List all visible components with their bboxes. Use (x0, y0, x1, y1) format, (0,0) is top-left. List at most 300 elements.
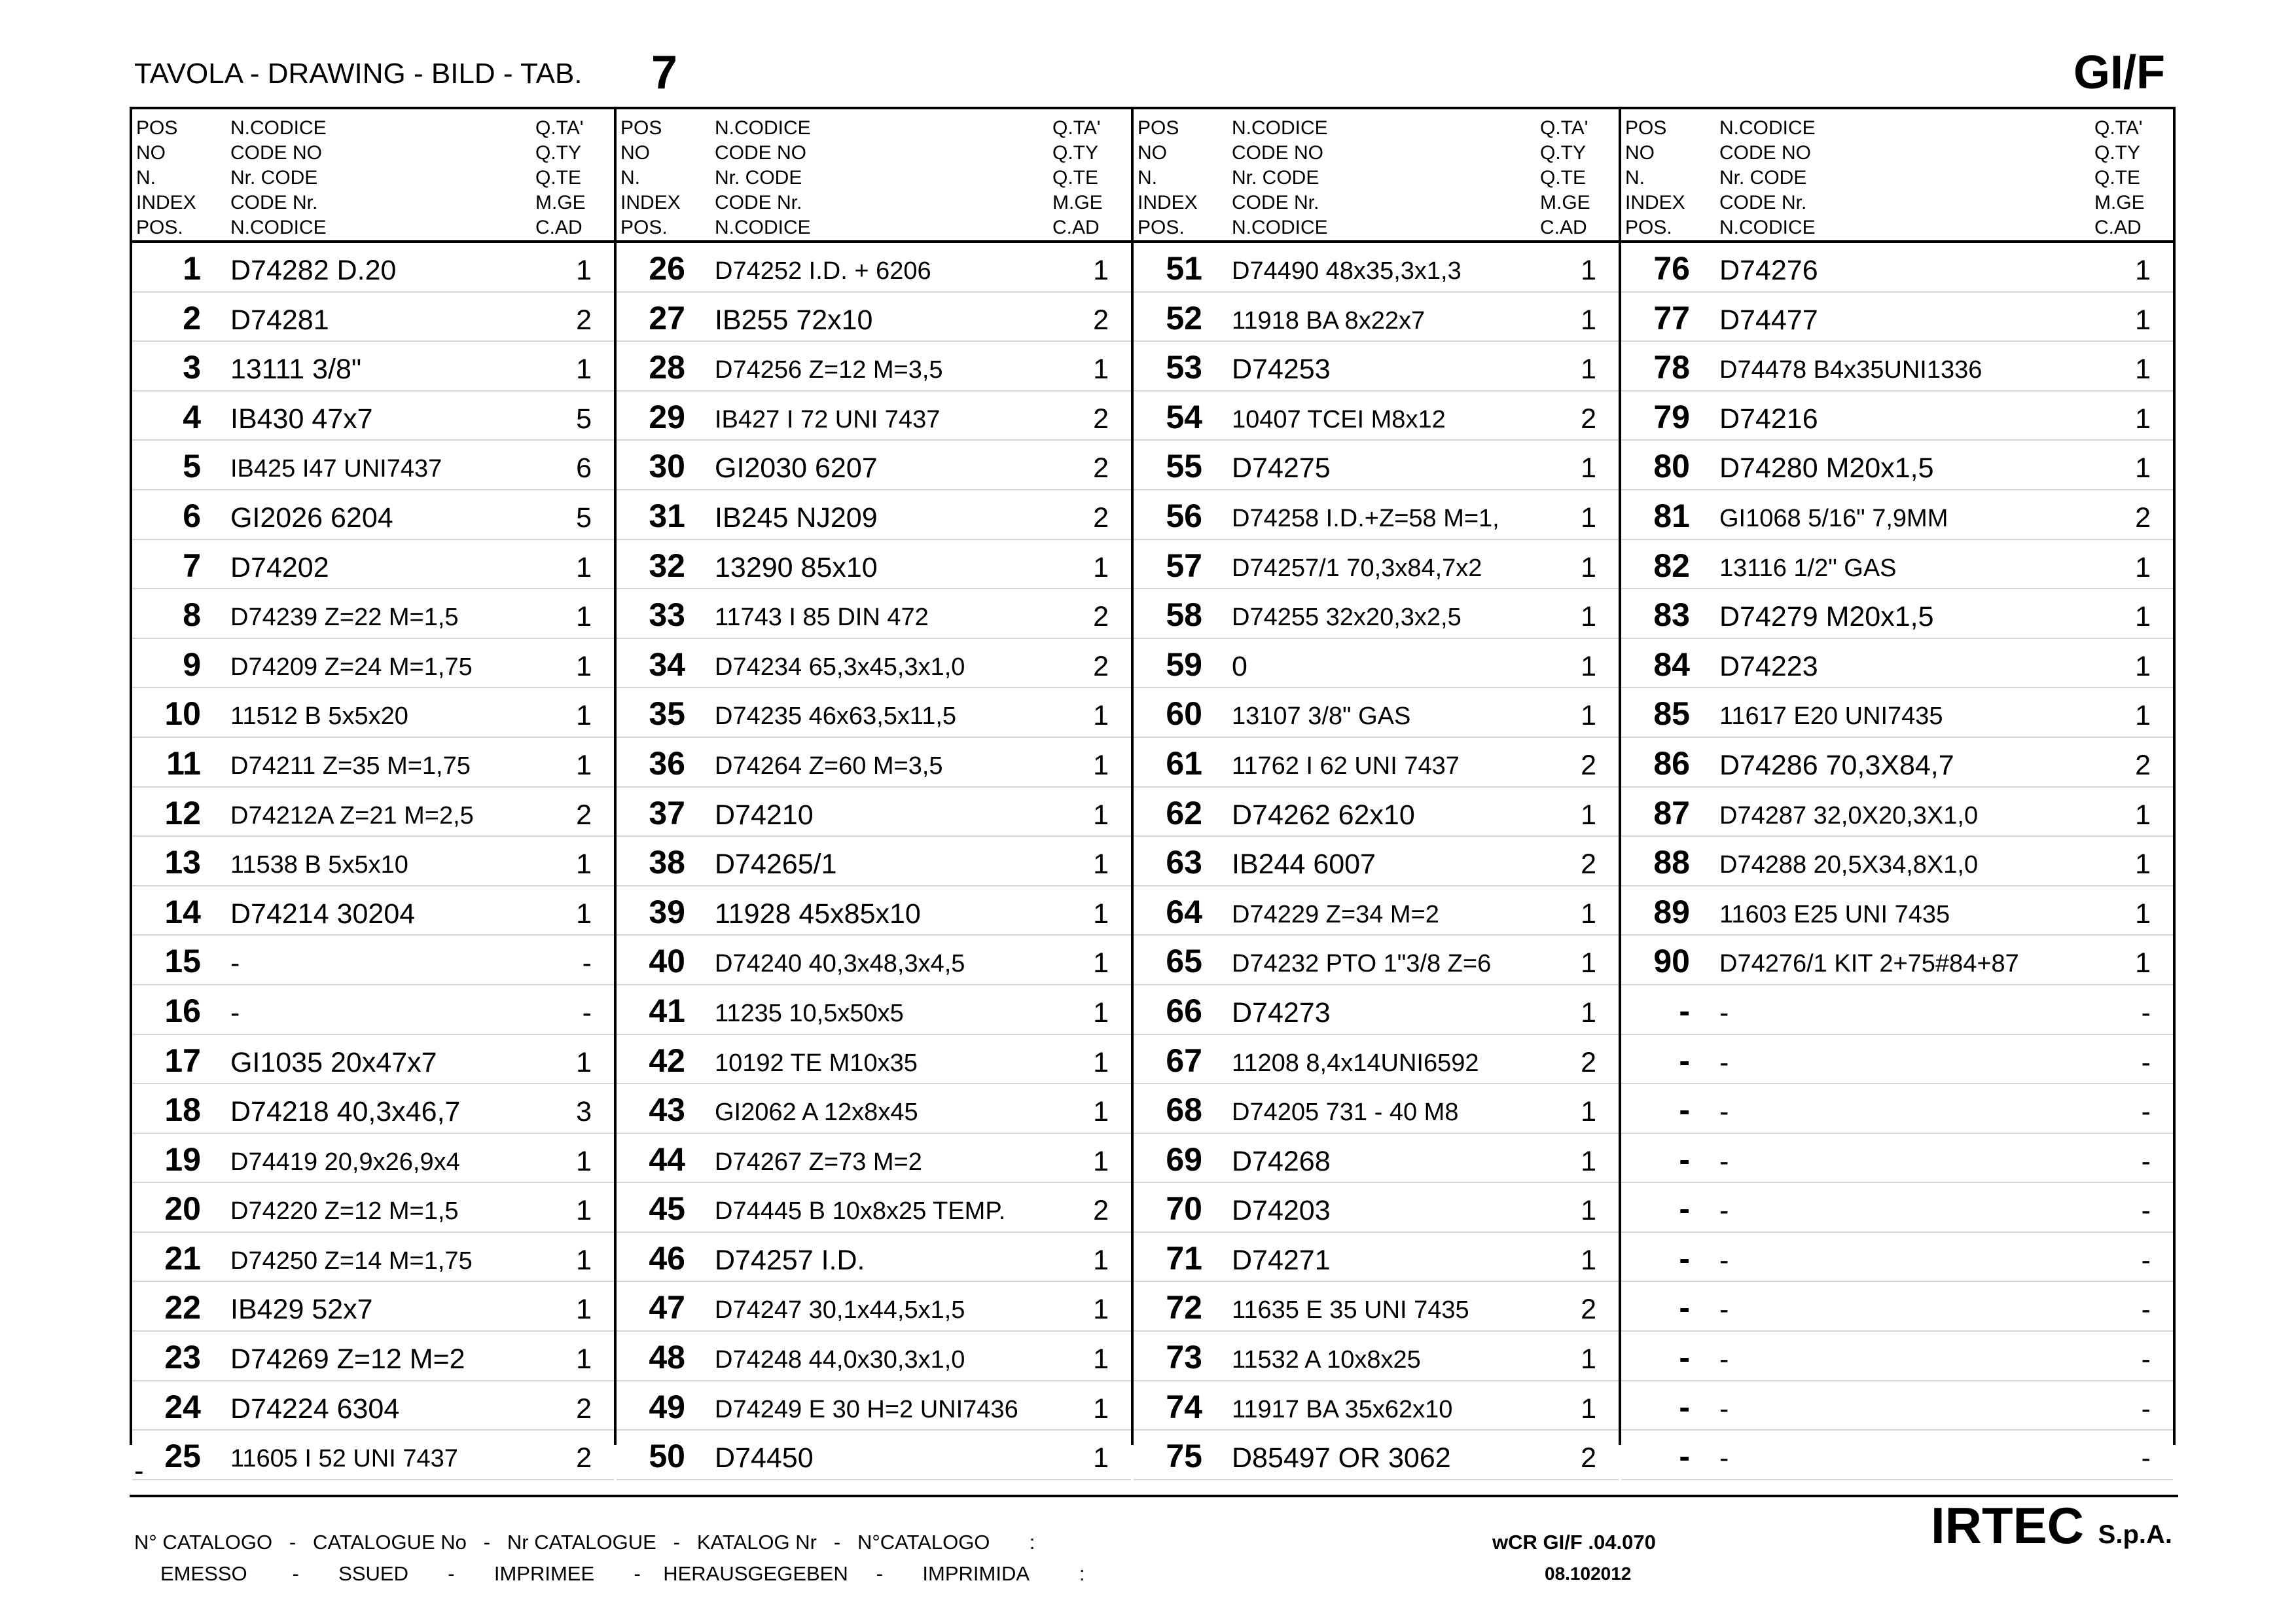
quantity: 1 (2135, 848, 2151, 881)
quantity: 2 (2135, 501, 2151, 534)
quantity: 1 (1581, 304, 1596, 336)
column-header (132, 109, 614, 243)
table-row (1134, 293, 1619, 342)
header-code-label: N.CODICE (1232, 117, 1328, 139)
part-code: D74210 (715, 799, 814, 831)
header-code-label: Nr. CODE (1719, 167, 1807, 189)
part-code: - (1719, 1393, 1729, 1425)
part-code: D74478 B4x35UNI1336 (1719, 356, 1982, 384)
part-code: D74249 E 30 H=2 UNI7436 (715, 1395, 1018, 1423)
quantity: 2 (1581, 848, 1596, 881)
table-row (1621, 639, 2173, 689)
position-number: 61 (1166, 744, 1202, 782)
position-number: 42 (649, 1042, 685, 1079)
position-number: 50 (649, 1438, 685, 1475)
table-row (617, 1233, 1131, 1283)
quantity: 1 (2135, 650, 2151, 682)
header-pos-label: INDEX (1625, 192, 1685, 213)
table-row (132, 1431, 614, 1480)
table-row (1621, 1134, 2173, 1184)
position-number: 17 (164, 1042, 201, 1079)
position-number: 54 (1166, 398, 1202, 435)
quantity: 1 (576, 749, 592, 781)
part-code: D74279 M20x1,5 (1719, 601, 1934, 633)
part-code: 11917 BA 35x62x10 (1232, 1395, 1453, 1423)
table-row (617, 886, 1131, 936)
quantity: 1 (1093, 255, 1109, 286)
position-number: - (1679, 1190, 1690, 1228)
table-row (132, 985, 614, 1035)
position-number: 89 (1653, 893, 1690, 930)
position-number: - (1679, 1239, 1690, 1277)
parts-column-3 (1131, 109, 1619, 1475)
part-code: D74257 I.D. (715, 1244, 865, 1276)
parts-column-2 (614, 109, 1131, 1475)
part-code: IB255 72x10 (715, 304, 873, 336)
position-number: 6 (183, 497, 201, 534)
position-number: 48 (649, 1339, 685, 1376)
position-number: 3 (183, 349, 201, 386)
quantity: - (582, 947, 592, 979)
table-row (617, 293, 1131, 342)
position-number: 70 (1166, 1190, 1202, 1228)
header-pos-label: POS (1625, 117, 1667, 139)
quantity: 2 (576, 799, 592, 831)
header-code-label: CODE Nr. (1719, 192, 1807, 213)
part-code: 13116 1/2" GAS (1719, 554, 1897, 582)
header-qty-label: C.AD (2094, 217, 2142, 238)
part-code: D74248 44,0x30,3x1,0 (715, 1346, 965, 1374)
quantity: 1 (1093, 799, 1109, 831)
part-code: D74490 48x35,3x1,3 (1232, 257, 1462, 285)
table-row (1134, 490, 1619, 540)
table-row (617, 441, 1131, 490)
part-code: D74450 (715, 1442, 814, 1474)
part-code: D74214 30204 (230, 898, 416, 930)
position-number: 83 (1653, 596, 1690, 634)
position-number: 59 (1166, 646, 1202, 683)
table-row (1134, 342, 1619, 392)
quantity: 1 (1093, 996, 1109, 1029)
position-number: 53 (1166, 349, 1202, 386)
position-number: 47 (649, 1289, 685, 1326)
quantity: 1 (1581, 1195, 1596, 1227)
header-code (230, 116, 327, 240)
part-code: D85497 OR 3062 (1232, 1442, 1451, 1474)
header-code-label: N.CODICE (230, 117, 327, 139)
table-row (132, 1084, 614, 1134)
quantity: 1 (576, 1145, 592, 1177)
quantity: 1 (1581, 947, 1596, 979)
header-code-label: N.CODICE (1719, 117, 1816, 139)
part-code: D74271 (1232, 1244, 1331, 1276)
part-code: - (1719, 1096, 1729, 1128)
table-row (1134, 1233, 1619, 1283)
table-row (617, 738, 1131, 788)
position-number: - (1679, 992, 1690, 1029)
table-row (1134, 688, 1619, 738)
table-row (617, 788, 1131, 837)
table-row (1621, 589, 2173, 639)
table-row (1134, 441, 1619, 490)
table-row (617, 589, 1131, 639)
quantity: 1 (576, 354, 592, 386)
part-code: D74282 D.20 (230, 255, 397, 286)
header-qty-label: Q.TY (1052, 142, 1099, 164)
table-row (1621, 293, 2173, 342)
quantity: 1 (576, 255, 592, 286)
position-number: - (1679, 1140, 1690, 1178)
position-number: 80 (1653, 448, 1690, 485)
part-code: 11532 A 10x8x25 (1232, 1346, 1421, 1374)
position-number: 79 (1653, 398, 1690, 435)
part-code: D74477 (1719, 304, 1818, 336)
quantity: 1 (576, 1343, 592, 1376)
header-qty (1540, 116, 1599, 240)
part-code: GI1068 5/16" 7,9MM (1719, 504, 1948, 532)
header-pos (136, 116, 196, 240)
quantity: - (2141, 1096, 2151, 1128)
table-row (617, 688, 1131, 738)
part-code: D74257/1 70,3x84,7x2 (1232, 554, 1482, 582)
position-number: 32 (649, 547, 685, 584)
quantity: 2 (2135, 749, 2151, 781)
table-row (132, 738, 614, 788)
table-row (1134, 1381, 1619, 1431)
table-row (1134, 1084, 1619, 1134)
quantity: 1 (1581, 354, 1596, 386)
table-row (1621, 788, 2173, 837)
column-header (1621, 109, 2173, 243)
quantity: 2 (576, 304, 592, 336)
quantity: 2 (1581, 1442, 1596, 1474)
part-code: D74203 (1232, 1195, 1331, 1227)
position-number: 57 (1166, 547, 1202, 584)
header-qty-label: C.AD (1052, 217, 1100, 238)
header-pos-label: INDEX (620, 192, 681, 213)
header-pos-label: INDEX (136, 192, 196, 213)
position-number: 85 (1653, 695, 1690, 733)
header-qty (535, 116, 594, 240)
position-number: 28 (649, 349, 685, 386)
quantity: 1 (1093, 700, 1109, 732)
position-number: 55 (1166, 448, 1202, 485)
position-number: 60 (1166, 695, 1202, 733)
table-row (1134, 1134, 1619, 1184)
part-code: - (1719, 996, 1729, 1029)
header-qty-label: M.GE (535, 192, 586, 213)
header-qty-label: Q.TA' (1052, 117, 1101, 139)
company-suffix: S.p.A. (2098, 1520, 2173, 1549)
table-row (617, 639, 1131, 689)
table-row (132, 441, 614, 490)
part-code: GI2026 6204 (230, 501, 393, 534)
quantity: 1 (1093, 1046, 1109, 1078)
table-row (1134, 738, 1619, 788)
part-code: 11635 E 35 UNI 7435 (1232, 1296, 1469, 1324)
part-code: D74220 Z=12 M=1,5 (230, 1197, 459, 1226)
column-header (617, 109, 1131, 243)
quantity: 1 (1581, 1244, 1596, 1276)
position-number: 69 (1166, 1140, 1202, 1178)
part-code: 11918 BA 8x22x7 (1232, 306, 1426, 335)
part-code: D74273 (1232, 996, 1331, 1029)
part-code: D74255 32x20,3x2,5 (1232, 604, 1462, 632)
table-row (1134, 1035, 1619, 1085)
company-name: IRTEC (1931, 1497, 2084, 1554)
position-number: 72 (1166, 1289, 1202, 1326)
quantity: 5 (576, 403, 592, 435)
quantity: 1 (1093, 1343, 1109, 1376)
quantity: 1 (1581, 1096, 1596, 1128)
position-number: 7 (183, 547, 201, 584)
table-row (132, 688, 614, 738)
header-code-label: CODE NO (230, 142, 323, 164)
position-number: 27 (649, 299, 685, 337)
issued-label: EMESSO - SSUED - IMPRIMEE - HERAUSGEGEBEN - IMPRIMIDA : (160, 1562, 1085, 1585)
table-row (1621, 1183, 2173, 1233)
quantity: 1 (576, 601, 592, 633)
position-number: - (1679, 1438, 1690, 1475)
table-row (1621, 936, 2173, 985)
part-code: D74211 Z=35 M=1,75 (230, 752, 471, 780)
quantity: 2 (1093, 501, 1109, 534)
part-code: IB245 NJ209 (715, 501, 878, 534)
position-number: 26 (649, 250, 685, 287)
table-row (617, 985, 1131, 1035)
table-row (132, 540, 614, 590)
header-pos-label: N. (620, 167, 640, 189)
header-pos (1138, 116, 1198, 240)
header-qty (2094, 116, 2153, 240)
part-code: D74232 PTO 1"3/8 Z=6 (1232, 950, 1492, 978)
table-row (1621, 1431, 2173, 1480)
quantity: - (2141, 1343, 2151, 1376)
position-number: 41 (649, 992, 685, 1029)
parts-table (130, 107, 2176, 1475)
quantity: - (2141, 1294, 2151, 1326)
header-pos (620, 116, 681, 240)
header-code-label: N.CODICE (1232, 217, 1328, 238)
position-number: 2 (183, 299, 201, 337)
part-code: - (1719, 1343, 1729, 1376)
table-row (1134, 837, 1619, 886)
table-row (1621, 1282, 2173, 1332)
quantity: 1 (1581, 1145, 1596, 1177)
header-code (715, 116, 811, 240)
part-code: D74276/1 KIT 2+75#84+87 (1719, 950, 2019, 978)
quantity: 1 (2135, 947, 2151, 979)
position-number: - (1679, 1388, 1690, 1425)
position-number: 75 (1166, 1438, 1202, 1475)
header-qty-label: Q.TE (535, 167, 582, 189)
header-pos-label: POS (620, 117, 662, 139)
part-code: - (230, 996, 240, 1029)
position-number: 76 (1653, 250, 1690, 287)
position-number: 12 (164, 794, 201, 831)
part-code: - (1719, 1442, 1729, 1474)
table-row (1621, 540, 2173, 590)
table-row (1134, 392, 1619, 441)
part-code: 11617 E20 UNI7435 (1719, 702, 1943, 731)
part-code: D74224 6304 (230, 1393, 400, 1425)
header-code-label: N.CODICE (230, 217, 327, 238)
header-qty-label: Q.TE (1540, 167, 1587, 189)
header-pos-label: POS (1138, 117, 1179, 139)
quantity: 1 (1581, 1343, 1596, 1376)
position-number: 49 (649, 1388, 685, 1425)
quantity: - (2141, 1393, 2151, 1425)
quantity: 1 (1581, 601, 1596, 633)
header-qty-label: M.GE (2094, 192, 2145, 213)
position-number: 33 (649, 596, 685, 634)
table-row (1134, 243, 1619, 293)
table-row (132, 1381, 614, 1431)
quantity: 1 (1581, 551, 1596, 583)
position-number: - (1679, 1042, 1690, 1079)
header-pos-label: NO (136, 142, 166, 164)
table-row (1621, 392, 2173, 441)
header-qty-label: C.AD (1540, 217, 1587, 238)
part-code: D74267 Z=73 M=2 (715, 1148, 922, 1176)
position-number: 90 (1653, 943, 1690, 980)
part-code: D74234 65,3x45,3x1,0 (715, 653, 965, 681)
table-row (1134, 1332, 1619, 1381)
part-code: 13111 3/8" (230, 354, 362, 386)
part-code: 10192 TE M10x35 (715, 1049, 918, 1077)
table-row (132, 1183, 614, 1233)
table-row (617, 1332, 1131, 1381)
part-code: D74202 (230, 551, 329, 583)
header-qty-label: Q.TY (535, 142, 582, 164)
part-code: D74250 Z=14 M=1,75 (230, 1247, 473, 1275)
part-code: D74229 Z=34 M=2 (1232, 900, 1439, 928)
header-pos-label: POS. (620, 217, 668, 238)
quantity: - (2141, 1195, 2151, 1227)
quantity: 1 (1093, 1393, 1109, 1425)
position-number: 56 (1166, 497, 1202, 534)
header-pos-label: POS. (1625, 217, 1672, 238)
table-row (617, 837, 1131, 886)
part-code: D74268 (1232, 1145, 1331, 1177)
quantity: 2 (1581, 1294, 1596, 1326)
table-row (617, 1282, 1131, 1332)
quantity: 5 (576, 501, 592, 534)
position-number: 35 (649, 695, 685, 733)
part-code: D74265/1 (715, 848, 837, 881)
position-number: 63 (1166, 844, 1202, 881)
quantity: 2 (1093, 601, 1109, 633)
part-code: D74280 M20x1,5 (1719, 452, 1934, 484)
position-number: 52 (1166, 299, 1202, 337)
table-row (617, 1035, 1131, 1085)
part-code: D74209 Z=24 M=1,75 (230, 653, 473, 681)
part-code: - (1719, 1145, 1729, 1177)
position-number: 82 (1653, 547, 1690, 584)
parts-column-1 (130, 109, 614, 1475)
position-number: 16 (164, 992, 201, 1029)
header-code-label: Nr. CODE (715, 167, 802, 189)
part-code: GI2062 A 12x8x45 (715, 1099, 918, 1127)
part-code: D74262 62x10 (1232, 799, 1415, 831)
table-row (1134, 985, 1619, 1035)
quantity: 1 (2135, 799, 2151, 831)
table-row (1621, 688, 2173, 738)
position-number: 39 (649, 893, 685, 930)
quantity: 1 (1093, 749, 1109, 781)
part-code: D74281 (230, 304, 329, 336)
quantity: 2 (1093, 1195, 1109, 1227)
part-code: D74218 40,3x46,7 (230, 1096, 461, 1128)
part-code: - (230, 947, 240, 979)
table-row (132, 1282, 614, 1332)
position-number: 4 (183, 398, 201, 435)
part-code: - (1719, 1294, 1729, 1326)
part-code: D74258 I.D.+Z=58 M=1, (1232, 504, 1499, 532)
company-logo (1931, 1496, 2172, 1556)
header-code-label: N.CODICE (715, 117, 811, 139)
header-qty (1052, 116, 1111, 240)
quantity: 1 (576, 650, 592, 682)
part-code: GI1035 20x47x7 (230, 1046, 437, 1078)
table-row (132, 1233, 614, 1283)
quantity: 1 (1093, 551, 1109, 583)
quantity: 2 (1581, 1046, 1596, 1078)
table-row (617, 1381, 1131, 1431)
position-number: 78 (1653, 349, 1690, 386)
header-pos (1625, 116, 1685, 240)
table-row (1134, 886, 1619, 936)
quantity: 1 (1581, 1393, 1596, 1425)
part-code: 0 (1232, 650, 1247, 682)
position-number: 68 (1166, 1091, 1202, 1129)
part-code: D74288 20,5X34,8X1,0 (1719, 851, 1979, 879)
position-number: 37 (649, 794, 685, 831)
position-number: 74 (1166, 1388, 1202, 1425)
header-pos-label: NO (1625, 142, 1655, 164)
header-pos-label: N. (1625, 167, 1645, 189)
quantity: - (2141, 1244, 2151, 1276)
header-qty-label: Q.TE (1052, 167, 1099, 189)
part-code: 11538 B 5x5x10 (230, 851, 408, 879)
header-code (1232, 116, 1328, 240)
quantity: 1 (2135, 452, 2151, 484)
quantity: - (2141, 1145, 2151, 1177)
header-code (1719, 116, 1816, 240)
group-code: GI/F (2073, 46, 2165, 99)
header-pos-label: POS (136, 117, 178, 139)
position-number: 84 (1653, 646, 1690, 683)
quantity: 1 (2135, 700, 2151, 732)
table-row (1621, 1035, 2173, 1085)
position-number: 14 (164, 893, 201, 930)
part-code: GI2030 6207 (715, 452, 878, 484)
header-code-label: N.CODICE (1719, 217, 1816, 238)
table-row (1621, 886, 2173, 936)
quantity: - (2141, 1046, 2151, 1078)
table-row (132, 936, 614, 985)
table-row (1134, 639, 1619, 689)
part-code: D74235 46x63,5x11,5 (715, 702, 957, 731)
table-row (617, 1431, 1131, 1480)
parts-column-4 (1619, 109, 2176, 1475)
position-number: 10 (164, 695, 201, 733)
position-number: 67 (1166, 1042, 1202, 1079)
position-number: 46 (649, 1239, 685, 1277)
table-row (1134, 1431, 1619, 1480)
part-code: D74264 Z=60 M=3,5 (715, 752, 943, 780)
part-code: 11605 I 52 UNI 7437 (230, 1445, 458, 1473)
